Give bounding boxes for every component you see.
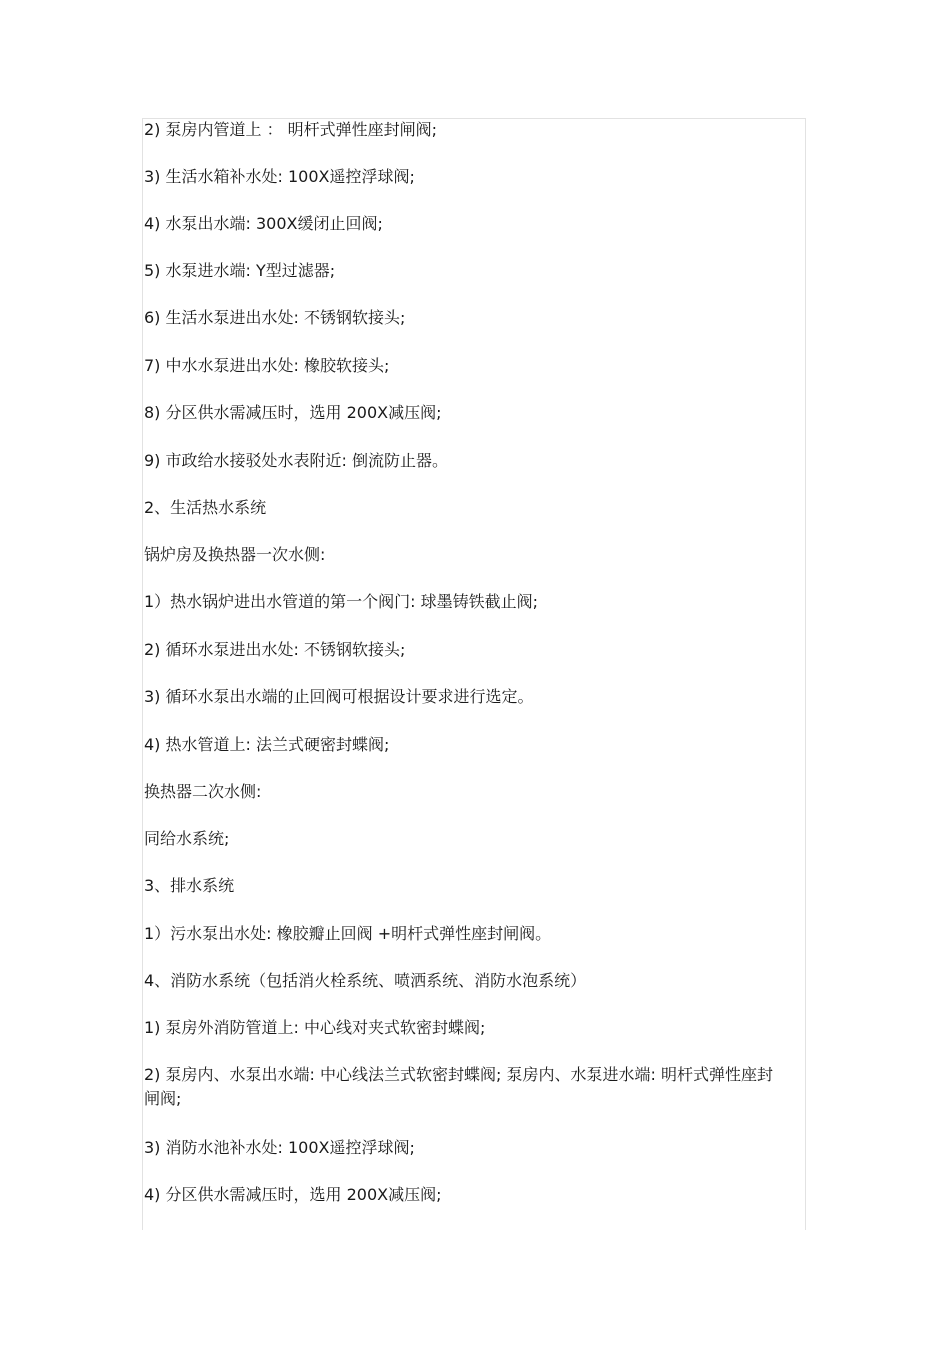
text-line: 3) 循环水泵出水端的止回阀可根据设计要求进行选定。 <box>144 687 534 706</box>
text-line: 2) 循环水泵进出水处: 不锈钢软接头; <box>144 640 406 659</box>
text-line: 4) 热水管道上: 法兰式硬密封蝶阀; <box>144 735 390 754</box>
text-line: 3) 消防水池补水处: 100X遥控浮球阀; <box>144 1138 415 1157</box>
section-heading: 3、排水系统 <box>144 876 235 895</box>
text-line: 同给水系统; <box>144 829 230 848</box>
text-line: 4) 水泵出水端: 300X缓闭止回阀; <box>144 214 383 233</box>
text-line: 8) 分区供水需减压时，选用 200X减压阀; <box>144 403 442 422</box>
text-line: 1）污水泵出水处: 橡胶瓣止回阀 +明杆式弹性座封闸阀。 <box>144 924 552 943</box>
text-line: 3) 生活水箱补水处: 100X遥控浮球阀; <box>144 167 415 186</box>
text-line: 5) 水泵进水端: Y型过滤器; <box>144 261 336 280</box>
text-line: 锅炉房及换热器一次水侧: <box>144 545 326 564</box>
text-line: 换热器二次水侧: <box>144 782 262 801</box>
section-heading: 2、生活热水系统 <box>144 498 267 517</box>
text-line: 2) 泵房内管道上 ： 明杆式弹性座封闸阀; <box>144 120 438 139</box>
text-line: 6) 生活水泵进出水处: 不锈钢软接头; <box>144 308 406 327</box>
text-line: 9) 市政给水接驳处水表附近: 倒流防止器。 <box>144 451 448 470</box>
text-paragraph: 2) 泵房内、水泵出水端: 中心线法兰式软密封蝶阀; 泵房内、水泵进水端: 明杆式弹性座封闸阀; <box>144 1065 773 1108</box>
text-line: 7) 中水水泵进出水处: 橡胶软接头; <box>144 356 390 375</box>
text-line: 1) 泵房外消防管道上: 中心线对夹式软密封蝶阀; <box>144 1018 486 1037</box>
text-line: 4) 分区供水需减压时，选用 200X减压阀; <box>144 1185 442 1204</box>
text-line: 1）热水锅炉进出水管道的第一个阀门: 球墨铸铁截止阀; <box>144 592 539 611</box>
section-heading: 4、消防水系统（包括消火栓系统、喷洒系统、消防水泡系统） <box>144 971 587 990</box>
